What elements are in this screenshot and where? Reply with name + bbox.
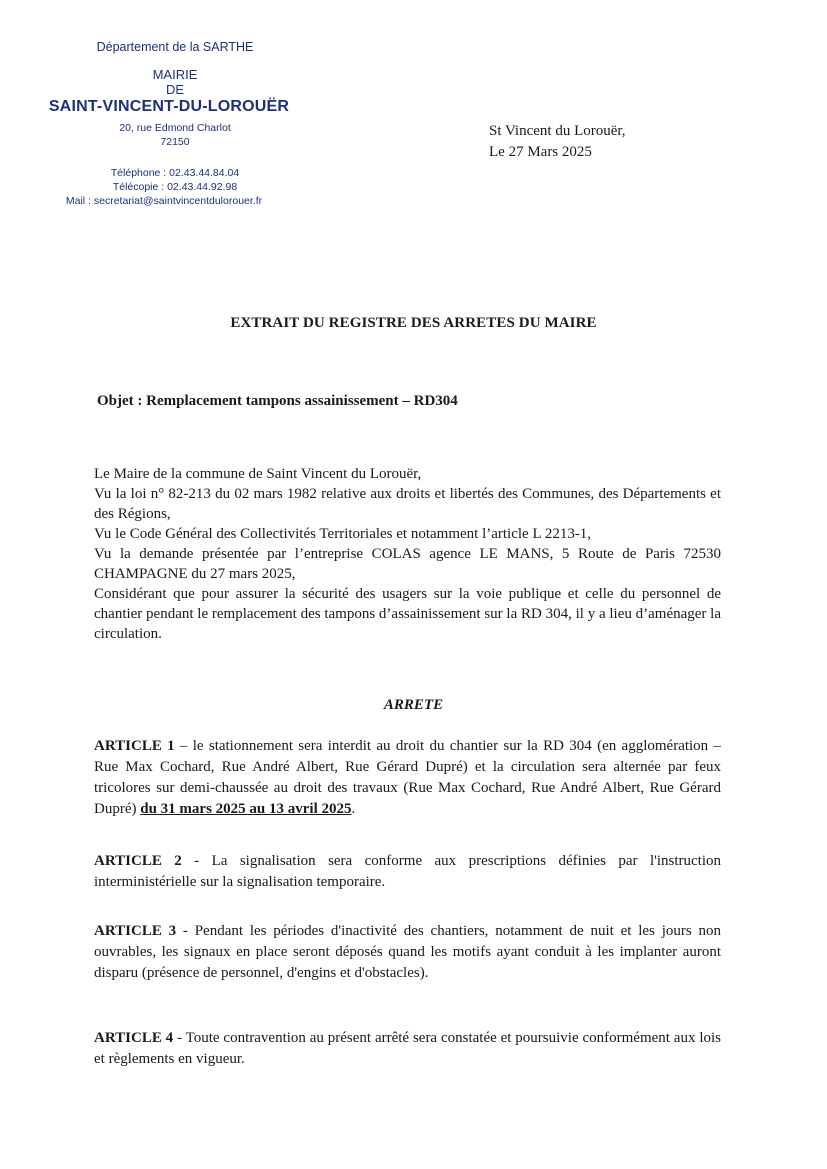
objet-line: Objet : Remplacement tampons assainissement – RD304 — [97, 393, 458, 409]
article-1 — [94, 736, 721, 820]
article-end: . — [351, 801, 356, 817]
document-title: EXTRAIT DU REGISTRE DES ARRETES DU MAIRE — [230, 315, 597, 331]
article-3 — [94, 921, 721, 984]
article-text: - Toute contravention au présent arrêté sera constatée et poursuivie conformément aux lois et règlements en vigueur. — [94, 1030, 721, 1067]
considerant-line: Vu la demande présentée par l’entreprise COLAS agence LE MANS, 5 Route de Paris 72530 CHAMPAGNE du 27 mars 2025, — [94, 546, 721, 582]
letterhead-telephone: Téléphone : 02.43.44.84.04 — [110, 167, 240, 179]
considerants-block — [94, 464, 721, 644]
article-label: ARTICLE 1 — [94, 738, 175, 754]
letterhead-street: 20, rue Edmond Charlot — [119, 122, 231, 134]
article-label: ARTICLE 4 — [94, 1030, 174, 1046]
letterhead-town: SAINT-VINCENT-DU-LOROUËR — [48, 98, 290, 115]
letterhead-de: DE — [165, 82, 185, 97]
letterhead-mail: Mail : secretariat@saintvincentdulorouer.fr — [65, 195, 263, 207]
article-text: - La signalisation sera conforme aux prescriptions définies par l'instruction interministérielle sur la signalisation temporaire. — [94, 853, 721, 890]
article-2 — [94, 851, 721, 893]
arrete-heading: ARRETE — [383, 697, 444, 713]
considerant-line: Vu la loi n° 82-213 du 02 mars 1982 relative aux droits et libertés des Communes, des Départements et des Régions, — [94, 486, 721, 522]
article-4 — [94, 1028, 721, 1070]
article-label: ARTICLE 3 — [94, 923, 177, 939]
considerant-line: Le Maire de la commune de Saint Vincent du Lorouër, — [94, 466, 422, 482]
considerant-line: Considérant que pour assurer la sécurité des usagers sur la voie publique et celle du personnel de chantier pendant le remplacement des tampons d’assainissement sur la RD 304, il y a lieu d’aménager la circulation. — [94, 586, 721, 642]
article-label: ARTICLE 2 — [94, 853, 182, 869]
date-block — [489, 121, 626, 163]
considerant-line: Vu le Code Général des Collectivités Territoriales et notamment l’article L 2213-1, — [94, 526, 592, 542]
letterhead-mairie: MAIRIE — [152, 67, 198, 82]
article-text: - Pendant les périodes d'inactivité des chantiers, notamment de nuit et les jours non ouvrables, les signaux en place seront déposés quand les motifs ayant conduit à les implanter auront disparu (présence de personnel, d'engins et d'obstacles). — [94, 923, 721, 981]
date-value: Le 27 Mars 2025 — [489, 144, 592, 160]
letterhead-department: Département de la SARTHE — [96, 40, 254, 54]
letterhead-postcode: 72150 — [160, 136, 190, 148]
letterhead-telecopie: Télécopie : 02.43.44.92.98 — [112, 181, 238, 193]
article-period: du 31 mars 2025 au 13 avril 2025 — [140, 801, 352, 817]
letterhead — [30, 38, 320, 208]
date-place: St Vincent du Lorouër, — [489, 123, 626, 139]
article-text: – le stationnement sera interdit au droit du chantier sur la RD 304 (en agglomération – Rue Max Cochard, Rue André Albert, Rue Gérard Dupré) et la circulation sera alternée par feux tricolores sur demi-chaussée au droit des travaux (Rue Max Cochard, Rue André Albert, Rue Gérard Dupré) — [94, 738, 721, 817]
